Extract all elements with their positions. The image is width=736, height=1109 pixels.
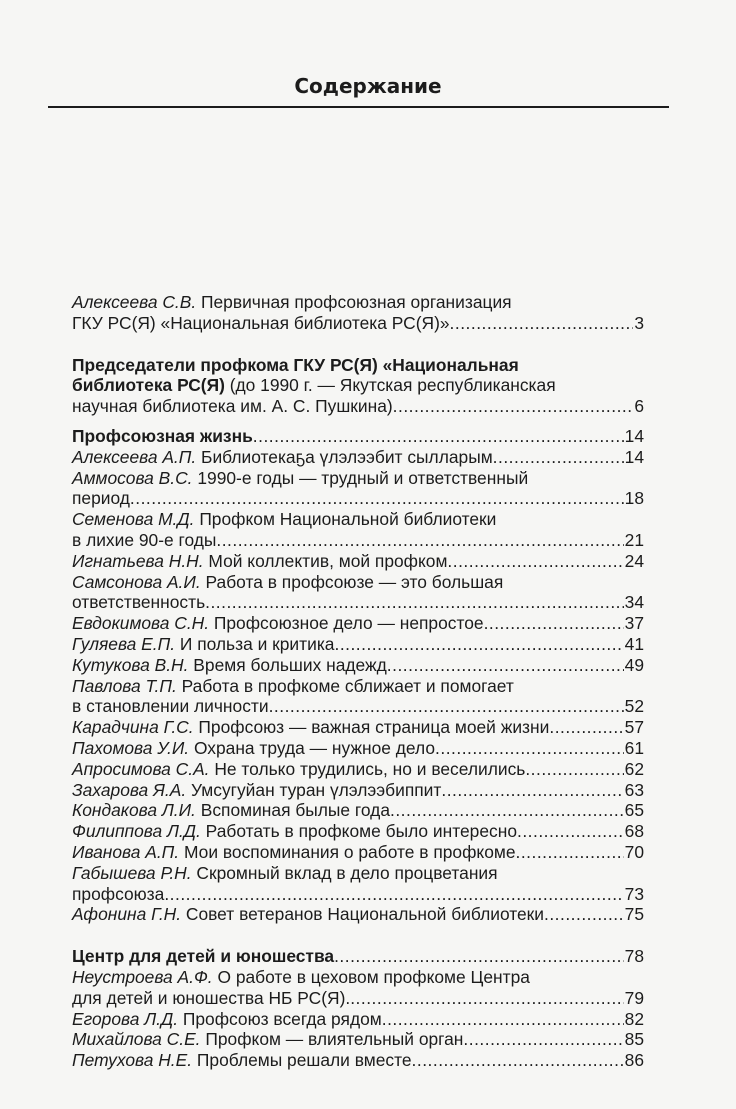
toc-leader xyxy=(441,780,623,801)
toc-entry xyxy=(72,904,644,925)
toc-page-number: 65 xyxy=(624,800,644,821)
toc-entry xyxy=(72,738,644,759)
toc-title: Работа в профсоюзе — это большая xyxy=(205,571,504,592)
toc-title: Профком Национальной библиотеки xyxy=(199,509,497,530)
toc-page-number: 73 xyxy=(624,883,644,904)
toc-entry xyxy=(72,355,644,417)
toc-entry xyxy=(72,800,644,821)
toc-author: Евдокимова С.Н. xyxy=(72,613,210,634)
toc-author: Габышева Р.Н. xyxy=(72,862,192,883)
toc-leader xyxy=(525,759,623,780)
toc-title: Умсугуйан туран үлэлээбиппит xyxy=(191,779,442,800)
toc-entry xyxy=(72,863,644,905)
toc-section xyxy=(72,946,644,967)
toc-entry xyxy=(72,572,644,614)
toc-page-number: 21 xyxy=(624,529,644,550)
toc-leader xyxy=(516,842,624,863)
toc-title: (до 1990 г. — Якутская республиканская xyxy=(224,375,556,396)
toc-title: в становлении личности xyxy=(72,696,269,717)
toc-title: Время больших надежд xyxy=(193,654,387,675)
toc-title: ГКУ РС(Я) «Национальная библиотека РС(Я)» xyxy=(72,312,450,333)
toc-page-number: 62 xyxy=(624,758,644,779)
toc-title: И польза и критика xyxy=(179,633,335,654)
toc-entry xyxy=(72,468,644,510)
toc-author: Кутукова В.Н. xyxy=(72,654,189,675)
toc-leader xyxy=(435,738,624,759)
toc-page-number: 14 xyxy=(624,446,644,467)
toc-entry xyxy=(72,1009,644,1030)
toc-leader xyxy=(164,884,623,905)
toc-page-number: 41 xyxy=(624,633,644,654)
toc-title: Охрана труда — нужное дело xyxy=(193,737,436,758)
toc-author: Алексеева А.П. xyxy=(72,446,197,467)
toc-author: Филиппова Л.Д. xyxy=(72,821,201,842)
toc-author: Карадчина Г.С. xyxy=(72,717,194,738)
toc-page-number: 18 xyxy=(624,488,644,509)
toc-entry xyxy=(72,551,644,572)
toc-title: профсоюза xyxy=(72,883,165,904)
toc-leader xyxy=(334,946,624,967)
toc-leader xyxy=(544,904,624,925)
toc-title: Совет ветеранов Национальной библиотеки xyxy=(185,904,544,925)
toc-title: Работа в профкоме сближает и помогает xyxy=(181,675,514,696)
toc-title: в лихие 90-е годы xyxy=(72,529,217,550)
toc-title: Скромный вклад в дело процветания xyxy=(196,862,498,883)
toc-title: Профком — влиятельный орган xyxy=(205,1029,464,1050)
toc-page-number: 3 xyxy=(634,312,644,333)
toc-entry xyxy=(72,821,644,842)
toc-page-number: 85 xyxy=(624,1029,644,1050)
toc-page-number: 52 xyxy=(624,696,644,717)
toc-title: Мой коллектив, мой профком xyxy=(208,550,448,571)
toc-author: Михайлова С.Е. xyxy=(72,1029,201,1050)
toc-page-number: 79 xyxy=(624,987,644,1008)
toc-title: Первичная профсоюзная организация xyxy=(201,292,512,312)
toc-entry xyxy=(72,780,644,801)
toc-entry xyxy=(72,967,644,1009)
toc-page-number: 70 xyxy=(624,841,644,862)
toc-title: Вспоминая былые года xyxy=(200,800,390,821)
toc-title: Не только трудились, но и веселились xyxy=(214,758,526,779)
toc-entry xyxy=(72,717,644,738)
toc-title: 1990-е годы — трудный и ответственный xyxy=(197,467,529,488)
toc-leader xyxy=(387,655,624,676)
toc-title: Библиотекаҕа үлэлээбит сылларым xyxy=(201,446,493,467)
toc-page-number: 63 xyxy=(624,779,644,800)
toc-author: Иванова А.П. xyxy=(72,841,180,862)
toc-leader xyxy=(269,696,624,717)
toc-entry xyxy=(72,634,644,655)
toc-entry xyxy=(72,292,644,334)
toc-page-number: 57 xyxy=(624,717,644,738)
toc-page-number: 61 xyxy=(624,737,644,758)
toc-title: научная библиотека им. А. С. Пушкина) xyxy=(72,396,393,417)
toc-leader xyxy=(450,313,634,334)
toc-leader xyxy=(253,426,624,447)
toc-author: Семенова М.Д. xyxy=(72,509,195,530)
toc-entry xyxy=(72,1029,644,1050)
toc-section-heading: библиотека РС(Я) xyxy=(72,375,225,396)
toc-author: Гуляева Е.П. xyxy=(72,633,176,654)
toc-page-number: 14 xyxy=(624,425,644,446)
title-divider xyxy=(48,106,669,108)
toc-author: Неустроева А.Ф. xyxy=(72,966,213,987)
table-of-contents xyxy=(72,292,644,1071)
toc-leader xyxy=(463,1029,623,1050)
toc-page-number: 86 xyxy=(624,1050,644,1071)
toc-page-number: 34 xyxy=(624,592,644,613)
toc-leader xyxy=(216,530,623,551)
toc-section xyxy=(72,426,644,447)
toc-leader xyxy=(350,988,623,1009)
toc-author: Егорова Л.Д. xyxy=(72,1008,179,1029)
toc-author: Аммосова В.С. xyxy=(72,467,193,488)
toc-leader xyxy=(517,821,624,842)
toc-leader xyxy=(205,592,624,613)
toc-entry xyxy=(72,655,644,676)
toc-leader xyxy=(393,396,634,417)
toc-page-number: 68 xyxy=(624,821,644,842)
toc-section-heading: Профсоюзная жизнь xyxy=(72,425,253,446)
toc-entry xyxy=(72,1050,644,1071)
toc-entry xyxy=(72,509,644,551)
toc-entry xyxy=(72,759,644,780)
page-title: Содержание xyxy=(294,74,442,98)
toc-author: Павлова Т.П. xyxy=(72,675,177,696)
toc-section-heading: Председатели профкома ГКУ РС(Я) «Национальная xyxy=(72,354,519,375)
toc-author: Петухова Н.Е. xyxy=(72,1050,193,1071)
toc-section-heading: Центр для детей и юношества xyxy=(72,946,335,967)
toc-page-number: 78 xyxy=(624,946,644,967)
toc-title: О работе в цеховом профкоме Центра xyxy=(217,966,530,987)
toc-entry xyxy=(72,842,644,863)
toc-title: Мои воспоминания о работе в профкоме xyxy=(183,841,516,862)
toc-title: ответственность xyxy=(72,592,206,613)
toc-title: Профсоюз всегда рядом xyxy=(182,1008,382,1029)
toc-title: для детей и юношества НБ РС(Я). xyxy=(72,987,351,1008)
toc-leader xyxy=(334,634,623,655)
toc-leader xyxy=(412,1050,624,1071)
toc-leader xyxy=(493,447,624,468)
toc-leader xyxy=(549,717,623,738)
toc-title: Профсоюз — важная страница моей жизни xyxy=(198,717,550,738)
toc-leader xyxy=(130,488,624,509)
toc-author: Захарова Я.А. xyxy=(72,779,187,800)
toc-leader xyxy=(447,551,623,572)
toc-page-number: 24 xyxy=(624,550,644,571)
toc-entry xyxy=(72,676,644,718)
toc-page-number: 49 xyxy=(624,654,644,675)
toc-author: Апросимова С.А. xyxy=(72,758,210,779)
toc-author: Алексеева С.В. xyxy=(72,292,197,312)
toc-page-number: 6 xyxy=(634,396,644,417)
toc-leader xyxy=(382,1009,624,1030)
toc-page-number: 37 xyxy=(624,613,644,634)
toc-page-number: 75 xyxy=(624,904,644,925)
toc-title: Проблемы решали вместе xyxy=(196,1050,412,1071)
toc-leader xyxy=(390,800,624,821)
toc-author: Самсонова А.И. xyxy=(72,571,201,592)
toc-leader xyxy=(484,613,624,634)
toc-entry xyxy=(72,613,644,634)
toc-page-number: 82 xyxy=(624,1008,644,1029)
toc-author: Афонина Г.Н. xyxy=(72,904,182,925)
toc-title: Работать в профкоме было интересно xyxy=(205,821,517,842)
toc-author: Игнатьева Н.Н. xyxy=(72,550,204,571)
toc-author: Кондакова Л.И. xyxy=(72,800,196,821)
toc-entry xyxy=(72,447,644,468)
toc-author: Пахомова У.И. xyxy=(72,737,190,758)
toc-title: Профсоюзное дело — непростое xyxy=(213,613,484,634)
toc-title: период xyxy=(72,488,130,509)
